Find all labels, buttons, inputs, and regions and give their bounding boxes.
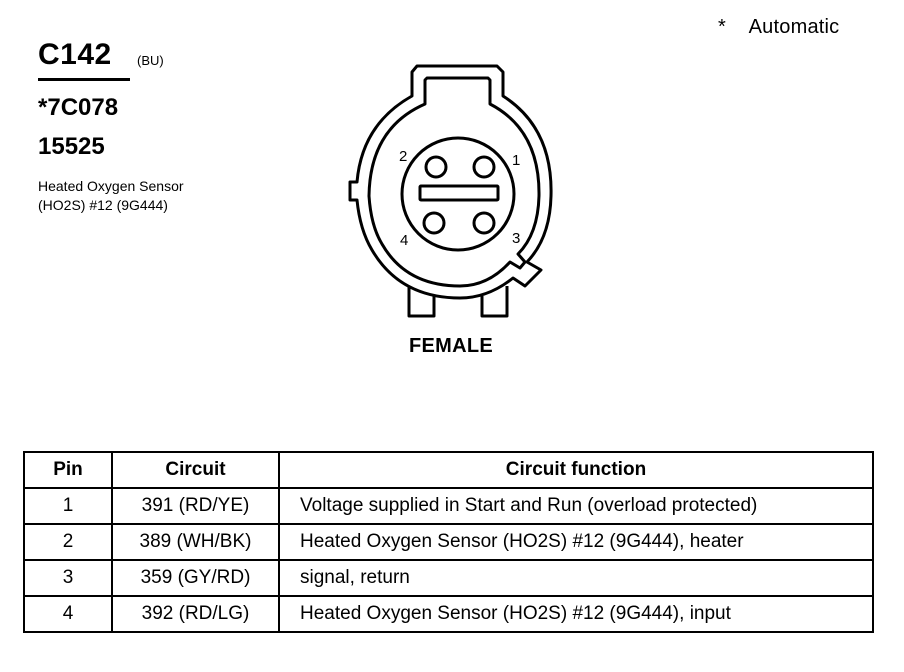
- row-circuit: 359 (GY/RD): [112, 560, 279, 596]
- header-pin: Pin: [24, 452, 112, 488]
- pin-cavity-3: [474, 213, 494, 233]
- row-function: Heated Oxygen Sensor (HO2S) #12 (9G444), input: [279, 596, 873, 632]
- header-circuit: Circuit: [112, 452, 279, 488]
- pin-cavity-2: [426, 157, 446, 177]
- part-number: *7C078: [38, 94, 119, 121]
- row-pin: 4: [24, 596, 112, 632]
- table-row: [24, 596, 873, 632]
- pin-cavity-1: [474, 157, 494, 177]
- table-row: [24, 560, 873, 596]
- connector-view-label: FEMALE: [409, 335, 494, 357]
- pin-label-4: 4: [400, 232, 409, 249]
- footnote-marker: *: [718, 16, 726, 38]
- table-header-row: [24, 452, 873, 488]
- connector-id: C142: [38, 38, 130, 81]
- row-pin: 3: [24, 560, 112, 596]
- table-row: [24, 524, 873, 560]
- description-line-1: Heated Oxygen Sensor: [38, 178, 184, 194]
- footnote-automatic: [718, 16, 839, 39]
- header-function: Circuit function: [279, 452, 873, 488]
- pin-label-3: 3: [512, 230, 521, 247]
- pin-label-1: 1: [512, 152, 521, 169]
- pinout-table: [23, 451, 874, 633]
- description-line-2: (HO2S) #12 (9G444): [38, 197, 168, 213]
- row-circuit: 389 (WH/BK): [112, 524, 279, 560]
- footnote-label: Automatic: [748, 16, 840, 38]
- connector-face-diagram: [330, 55, 560, 325]
- connector-color: (BU): [137, 53, 164, 68]
- row-function: signal, return: [279, 560, 873, 596]
- row-pin: 2: [24, 524, 112, 560]
- row-function: Voltage supplied in Start and Run (overload protected): [279, 488, 873, 524]
- connector-description: [38, 177, 184, 215]
- row-circuit: 391 (RD/YE): [112, 488, 279, 524]
- pin-cavity-4: [424, 213, 444, 233]
- connector-housing-outline: [350, 66, 551, 298]
- harness-number: 15525: [38, 133, 105, 160]
- row-function: Heated Oxygen Sensor (HO2S) #12 (9G444), heater: [279, 524, 873, 560]
- key-bar: [420, 186, 498, 200]
- row-pin: 1: [24, 488, 112, 524]
- connector-header: [38, 38, 184, 213]
- row-circuit: 392 (RD/LG): [112, 596, 279, 632]
- table-row: [24, 488, 873, 524]
- pin-label-2: 2: [399, 148, 408, 165]
